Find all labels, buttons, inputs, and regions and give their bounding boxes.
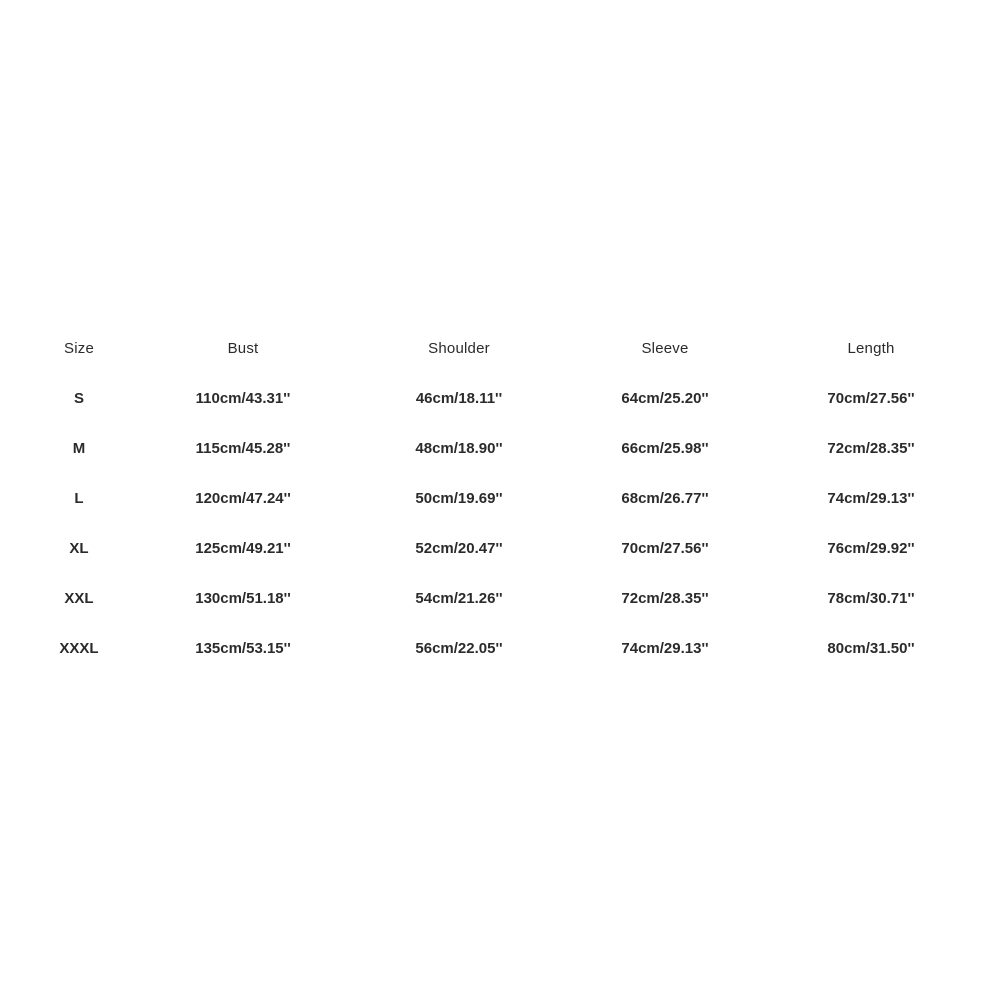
header-size: Size [64, 340, 94, 357]
table-row [0, 374, 1000, 424]
shoulder-cell: 56cm/22.05'' [415, 640, 503, 657]
bust-cell: 120cm/47.24'' [195, 490, 291, 507]
header-sleeve: Sleeve [641, 340, 689, 357]
size-cell: L [74, 490, 84, 507]
table-row [0, 474, 1000, 524]
sleeve-cell: 66cm/25.98'' [621, 440, 709, 457]
bust-cell: 110cm/43.31'' [195, 390, 291, 407]
bust-cell: 115cm/45.28'' [195, 440, 291, 457]
size-cell: XXXL [59, 640, 99, 657]
sleeve-cell: 74cm/29.13'' [621, 640, 709, 657]
sleeve-cell: 70cm/27.56'' [621, 540, 709, 557]
size-cell: XL [69, 540, 89, 557]
table-row [0, 424, 1000, 474]
bust-cell: 125cm/49.21'' [195, 540, 291, 557]
header-bust: Bust [227, 340, 259, 357]
header-shoulder: Shoulder [428, 340, 490, 357]
sleeve-cell: 72cm/28.35'' [621, 590, 709, 607]
table-row [0, 524, 1000, 574]
header-length: Length [847, 340, 895, 357]
shoulder-cell: 46cm/18.11'' [415, 390, 503, 407]
sleeve-cell: 64cm/25.20'' [621, 390, 709, 407]
size-cell: XXL [64, 590, 94, 607]
length-cell: 70cm/27.56'' [827, 390, 915, 407]
shoulder-cell: 50cm/19.69'' [415, 490, 503, 507]
length-cell: 72cm/28.35'' [827, 440, 915, 457]
table-row [0, 574, 1000, 624]
size-chart-table [0, 324, 1000, 674]
size-cell: M [72, 440, 86, 457]
length-cell: 80cm/31.50'' [827, 640, 915, 657]
shoulder-cell: 52cm/20.47'' [415, 540, 503, 557]
shoulder-cell: 48cm/18.90'' [415, 440, 503, 457]
shoulder-cell: 54cm/21.26'' [415, 590, 503, 607]
length-cell: 74cm/29.13'' [827, 490, 915, 507]
table-header-row [0, 324, 1000, 374]
bust-cell: 130cm/51.18'' [195, 590, 291, 607]
sleeve-cell: 68cm/26.77'' [621, 490, 709, 507]
length-cell: 78cm/30.71'' [827, 590, 915, 607]
size-cell: S [73, 390, 85, 407]
length-cell: 76cm/29.92'' [827, 540, 915, 557]
table-row [0, 624, 1000, 674]
bust-cell: 135cm/53.15'' [195, 640, 291, 657]
